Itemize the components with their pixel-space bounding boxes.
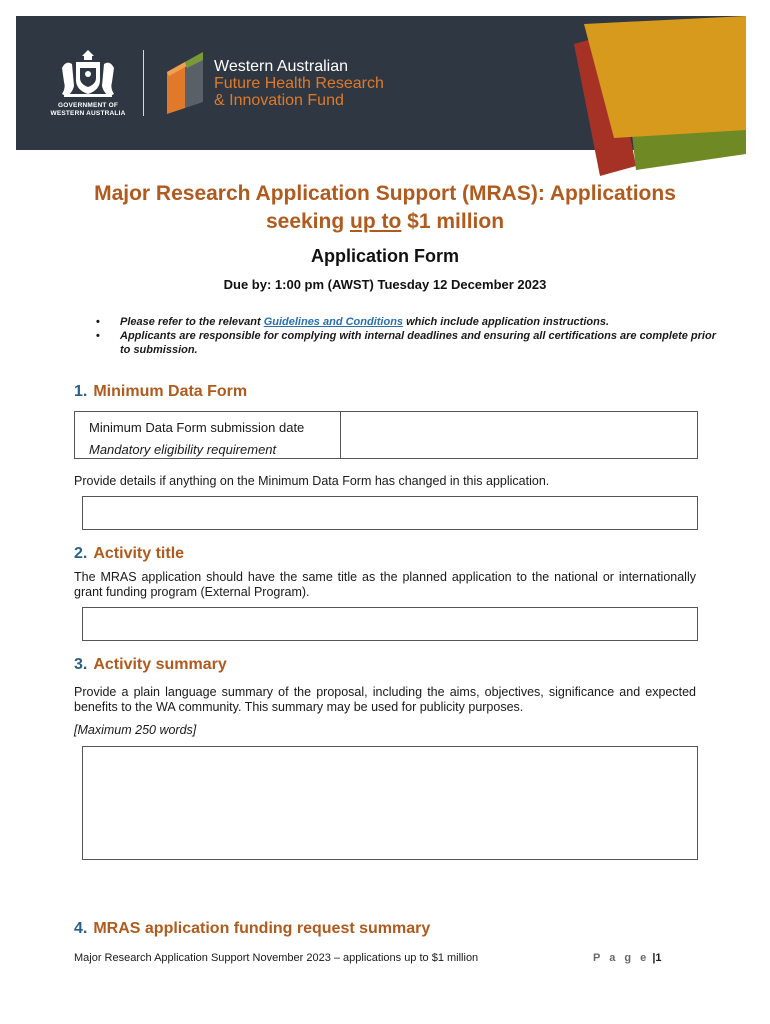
title-line-1: Major Research Application Support (MRAS): Applications: [94, 182, 676, 205]
section-1-heading: [74, 383, 247, 401]
activity-summary-instruction: Provide a plain language summary of the proposal, including the aims, objectives, significance and expected benefits to the WA community. This summary may be used for publicity purposes.: [74, 685, 696, 714]
mdf-label: Minimum Data Form submission date: [89, 420, 305, 435]
page-footer: Major Research Application Support November 2023 – applications up to $1 million: [74, 952, 479, 964]
activity-summary-input[interactable]: [82, 746, 698, 860]
mdf-date-input[interactable]: [341, 412, 697, 458]
section-4-heading: [74, 920, 430, 938]
instruction-text: Applicants are responsible for complying with internal deadlines and ensuring all certifications are complete prior to submission.: [120, 330, 716, 356]
bullet-icon: •: [96, 330, 100, 342]
fund-name-line-1: Western Australian: [214, 58, 348, 75]
mdf-changes-instruction: Provide details if anything on the Minimum Data Form has changed in this application.: [74, 474, 550, 488]
section-title: MRAS application funding request summary: [93, 920, 431, 937]
mdf-date-table: [74, 411, 698, 459]
bullet-icon: •: [96, 316, 100, 328]
due-date: Due by: 1:00 pm (AWST) Tuesday 12 December 2023: [223, 277, 547, 292]
page-separator: |: [649, 952, 656, 964]
activity-title-input[interactable]: [82, 607, 698, 641]
document-title: [40, 180, 730, 236]
title-line-2-pre: seeking: [265, 210, 351, 233]
section-number: 3.: [74, 656, 88, 673]
title-underline: up to: [350, 210, 402, 233]
instruction-text-pre: Please refer to the relevant: [120, 316, 264, 328]
fund-name-line-3: & Innovation Fund: [214, 92, 344, 109]
government-label: [38, 102, 138, 118]
section-number: 2.: [74, 545, 88, 562]
instruction-list: [96, 315, 716, 357]
gov-line-1: GOVERNMENT OF: [57, 102, 119, 109]
section-number: 1.: [74, 383, 88, 400]
activity-title-instruction: The MRAS application should have the same title as the planned application to the national or internationally grant funding program (External Program).: [74, 570, 696, 599]
title-line-2-post: $1 million: [401, 210, 505, 233]
title-line-2: [40, 208, 730, 236]
instruction-text-post: which include application instructions.: [403, 316, 609, 328]
section-3-heading: [74, 656, 227, 674]
fund-name-line-2: Future Health Research: [214, 75, 384, 92]
mdf-label-cell: [75, 412, 341, 458]
section-title: Minimum Data Form: [93, 383, 248, 400]
page-label: P a g e: [593, 952, 650, 964]
page-number: [593, 952, 662, 964]
instruction-item: [96, 315, 716, 329]
gov-line-2: WESTERN AUSTRALIA: [50, 110, 126, 117]
section-2-heading: [74, 545, 184, 563]
mdf-note: Mandatory eligibility requirement: [89, 442, 277, 457]
mdf-changes-input[interactable]: [82, 496, 698, 530]
section-title: Activity title: [93, 545, 185, 562]
logo-divider: [143, 50, 144, 116]
fund-logo-mark: [163, 48, 207, 118]
decorative-tiles: [570, 16, 748, 176]
page-num: 1: [655, 952, 662, 964]
section-title: Activity summary: [93, 656, 227, 673]
form-title: Application Form: [311, 246, 459, 266]
instruction-item: [96, 329, 716, 357]
section-number: 4.: [74, 920, 88, 937]
word-limit-note: [Maximum 250 words]: [74, 723, 197, 737]
guidelines-link[interactable]: Guidelines and Conditions: [263, 316, 404, 328]
